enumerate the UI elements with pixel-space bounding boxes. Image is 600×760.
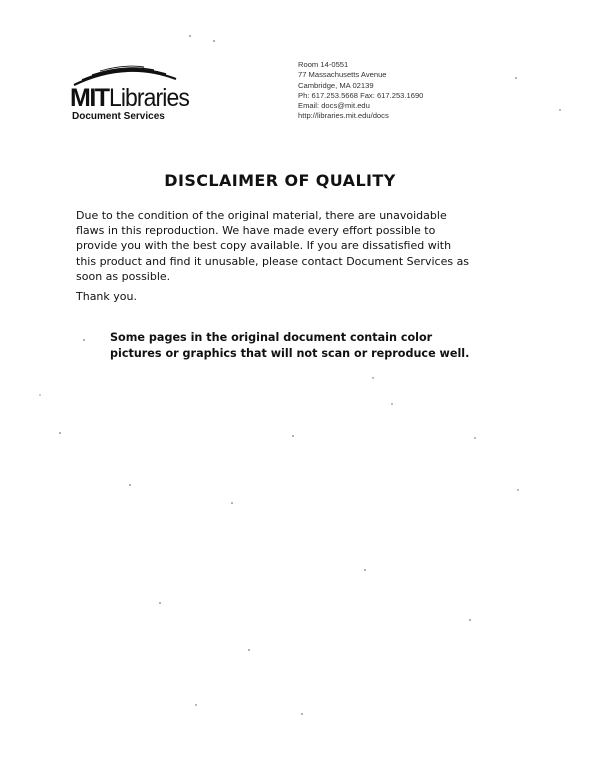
mit-libraries-logo [68, 58, 188, 122]
logo-subtitle: Document Services [72, 111, 165, 122]
page-title: DISCLAIMER OF QUALITY [164, 171, 396, 190]
paragraph-line: provide you with the best copy available. If you are dissatisfied with [76, 239, 452, 253]
note-line: Some pages in the original document contain color [110, 331, 433, 344]
logo-mit: MIT [70, 84, 109, 112]
paragraph-line: flaws in this reproduction. We have made every effort possible to [76, 224, 436, 238]
address-phone-fax: Ph: 617.253.5668 Fax: 617.253.1690 [298, 90, 424, 100]
color-pages-note [110, 330, 500, 361]
paragraph-line: soon as possible. [76, 269, 171, 283]
address-email: Email: docs@mit.edu [298, 101, 370, 111]
paragraph-line: Due to the condition of the original material, there are unavoidable [76, 209, 447, 222]
address-room: Room 14-0551 [298, 60, 349, 69]
address-url: http://libraries.mit.edu/docs [298, 111, 389, 121]
logo-libraries: Libraries [108, 84, 189, 112]
address-city: Cambridge, MA 02139 [298, 80, 374, 90]
paragraph-line: this product and find it unusable, please contact Document Services as [76, 254, 470, 268]
address-street: 77 Massachusetts Avenue [298, 70, 387, 80]
thank-you-text: Thank you. [76, 290, 137, 303]
disclaimer-paragraph [76, 208, 496, 284]
note-line: pictures or graphics that will not scan or reproduce well. [110, 346, 470, 360]
contact-address [298, 60, 423, 122]
logo-wordmark [70, 86, 195, 111]
